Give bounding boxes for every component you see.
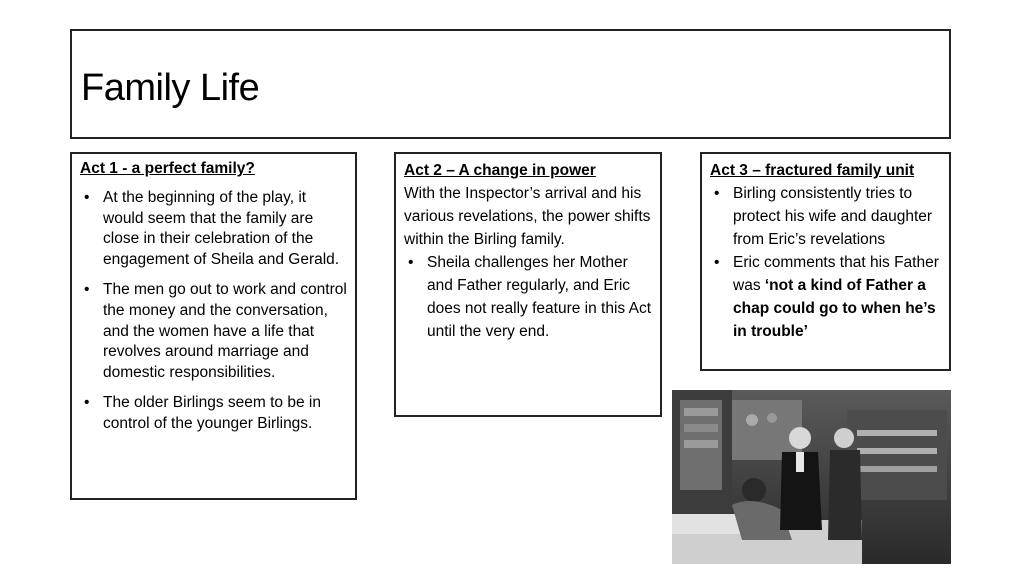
photo-icon bbox=[672, 390, 951, 564]
act3-bullet-list bbox=[710, 182, 942, 343]
act1-box bbox=[70, 152, 357, 500]
play-still-photo bbox=[672, 390, 951, 564]
act3-bullet-2-text: Eric comments that his Father was bbox=[733, 254, 939, 294]
act2-bullet-list bbox=[404, 251, 653, 343]
act3-box bbox=[700, 152, 951, 371]
act3-bullet-2-quote: ‘not a kind of Father a chap could go to when he’s in trouble’ bbox=[733, 277, 936, 340]
act3-bullet-1: • Birling consistently tries to protect his wife and daughter from Eric’s revelations bbox=[710, 182, 942, 251]
act1-bullet-list bbox=[80, 188, 347, 435]
act3-heading: Act 3 – fractured family unit bbox=[710, 162, 915, 179]
act1-bullet-3: • The older Birlings seem to be in control of the younger Birlings. bbox=[80, 393, 347, 434]
act2-bullet-1: • Sheila challenges her Mother and Father regularly, and Eric does not really feature in this Act until the very end. bbox=[404, 251, 653, 343]
act1-bullet-2: • The men go out to work and control the money and the conversation, and the women have a life that revolves around marriage and domestic responsibilities. bbox=[80, 280, 347, 383]
slide-title: Family Life bbox=[81, 67, 260, 109]
act1-heading: Act 1 - a perfect family? bbox=[80, 160, 255, 177]
act2-intro: With the Inspector’s arrival and his various revelations, the power shifts within the Birling family. bbox=[404, 185, 651, 248]
act1-bullet-1: • At the beginning of the play, it would seem that the family are close in their celebration of the engagement of Sheila and Gerald. bbox=[80, 188, 347, 270]
act2-heading: Act 2 – A change in power bbox=[404, 162, 596, 179]
title-box bbox=[70, 29, 951, 139]
act2-box bbox=[394, 152, 662, 417]
act3-bullet-2 bbox=[710, 251, 942, 343]
